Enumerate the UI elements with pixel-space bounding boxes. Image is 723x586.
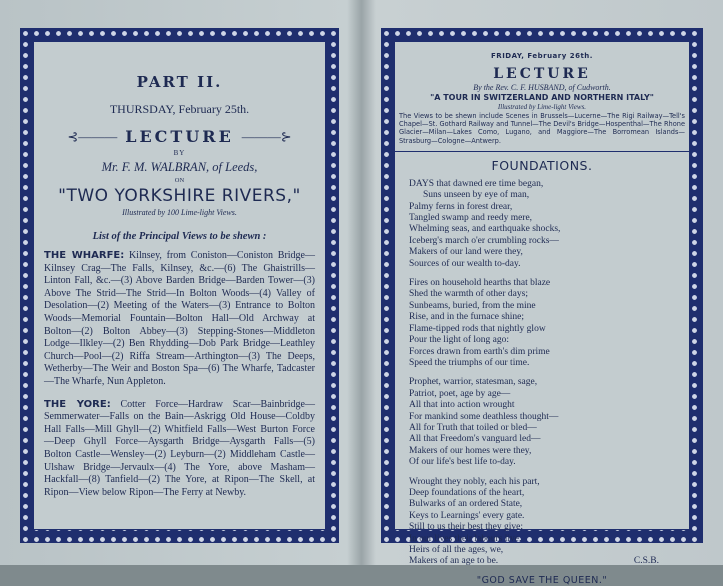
- poem-line: All that Freedom's vanguard led—: [409, 434, 541, 445]
- poem-line: Tangled swamp and reedy mere,: [409, 213, 533, 224]
- lecture-subject: "TWO YORKSHIRE RIVERS,": [58, 186, 301, 206]
- illustration-note: Illustrated by Lime-light Views.: [497, 103, 587, 111]
- lecture-heading: LECTURE: [493, 66, 591, 82]
- lecture-date: FRIDAY, February 26th.: [491, 52, 593, 60]
- poem-line: Makers of our homes were they,: [409, 445, 532, 456]
- poem-title: FOUNDATIONS.: [491, 157, 593, 173]
- lecture-heading: LECTURE: [125, 127, 234, 146]
- flourish-left-icon: ⊰———: [67, 128, 118, 144]
- lecture-date: THURSDAY, February 25th.: [109, 102, 250, 116]
- scenes-list: The Views to be shewn include Scenes in Brussels—Lucerne—The Rigi Railway—Tell's Chapel—St. Gothard Railway and Tunnel—The Devil's Bridge—Hospenthal—The Rhone Glacier—Milan—Lakes Como, Lugano, and Maggiore—The Borromean Islands—Strasburg—Cologne—Antwerp.: [399, 112, 685, 145]
- poem-line: All for Truth that toiled or bled—: [409, 422, 537, 433]
- poem-signature: C.S.B.: [633, 556, 659, 567]
- poem-stanza-1: [409, 179, 689, 270]
- poem-line: In our lives their labours live.: [409, 533, 522, 544]
- right-panel: [394, 41, 690, 586]
- poem-line: Makers of an age to be.: [409, 556, 499, 567]
- wharfe-paragraph: [44, 250, 315, 389]
- poem-line: Makers of our land were they,: [409, 247, 523, 258]
- speaker-name: Mr. F. M. WALBRAN, of Leeds,: [101, 160, 258, 174]
- poem-stanza-2: [409, 278, 689, 369]
- poem-line: Of our life's best life to-day.: [409, 457, 516, 468]
- poem-line: Shed the warmth of other days;: [409, 289, 528, 300]
- wharfe-views: Kilnsey, from Coniston—Coniston Bridge—Kilnsey Crag—The Falls, Kilnsey, &c.—(6) The Ghaistrills—Linton Fall, &c.—(3) Above Barden Bridge—Barden Tower—(3) Above The Strid—The Strid—In Bolton Woods—(4) Valley of Desolation—(2) Meeting of the Waters—(3) Entrance to Bolton Woods—Memorial Fountain—Bolton Hall—Old Archway at Bolton—(2) Bolton Abbey—(3) Stepping-Stones—Middleton Lodge—Ilkley—(2) Ben Rhydding—Dob Park Bridge—Leathley Church—Pool—(2) Riffa Stream—Arthington—(3) The Deeps, Wetherby—The Weir and Boston Spa—(6) The Wharfe, Tadcaster—The Wharfe, Nun Appleton.: [44, 250, 315, 387]
- by-label: BY: [173, 149, 186, 157]
- left-border: [20, 28, 339, 543]
- poem-line: All that into action wrought: [409, 400, 515, 411]
- poem-line: Suns unseen by eye of man,: [423, 190, 530, 201]
- lecture-subject: "A TOUR IN SWITZERLAND AND NORTHERN ITALY": [430, 93, 654, 102]
- poem-line: Heirs of all the ages, we,: [409, 545, 504, 555]
- part-heading: PART II.: [136, 73, 223, 91]
- poem-line: Palmy ferns in forest drear,: [409, 201, 513, 212]
- speaker-name: By the Rev. C. F. HUSBAND, of Cudworth.: [473, 83, 611, 92]
- right-page: [363, 0, 723, 586]
- poem-line: Deep foundations of the heart,: [409, 487, 525, 498]
- poem-last-line: [409, 556, 689, 567]
- illustration-note: Illustrated by 100 Lime-light Views.: [122, 208, 237, 217]
- left-page: [0, 0, 360, 565]
- wharfe-heading: THE WHARFE:: [44, 250, 125, 261]
- left-panel: [33, 41, 326, 530]
- poem-line: Fires on household hearths that blaze: [409, 278, 551, 289]
- poem-line: Wrought they nobly, each his part,: [409, 476, 540, 487]
- right-border: [381, 28, 703, 586]
- poem-stanza-3: [409, 377, 689, 468]
- poem-line: Still to us their best they give;: [409, 522, 523, 533]
- flourish-right-icon: ———⊱: [241, 128, 292, 144]
- poem-line: Prophet, warrior, statesman, sage,: [409, 377, 538, 388]
- yore-heading: THE YORE:: [44, 398, 111, 410]
- poem-line: DAYS that dawned ere time began,: [409, 178, 544, 189]
- yore-paragraph: [44, 399, 315, 500]
- poem-stanza-4: [409, 477, 689, 568]
- poem-line: Sources of our wealth to-day.: [409, 258, 521, 269]
- poem-line: Flame-tipped rods that nightly glow: [409, 323, 546, 334]
- yore-views: Cotter Force—Hardraw Scar—Bainbridge—Semmerwater—Falls on the Bain—Askrigg Old House—Coldby Hall Falls—Mill Ghyll—(2) Whitfield Falls—West Burton Force—Deep Ghyll Force—Aysgarth Bridge—Aysgarth Falls—(5) Bolton Castle—Wensley—(2) Leyburn—(2) Middleham Castle—Ulshaw Bridge—Jervaulx—(4) The Yore, above Masham—Hackfall—(8) Tanfield—(2) The Yore, at Ripon—The Skell, at Ripon—View below Ripon—The Ferry at Newby.: [44, 398, 315, 498]
- poem-line: Keys to Learnings' every gate.: [409, 510, 525, 521]
- views-list: [44, 250, 315, 499]
- poem-line: Bulwarks of an ordered State,: [409, 499, 523, 510]
- poem-line: Pour the light of long ago:: [409, 335, 510, 346]
- poem: [409, 179, 689, 568]
- views-list-title: List of the Principal Views to be shewn :: [92, 231, 267, 242]
- poem-line: For mankind some deathless thought—: [409, 411, 559, 422]
- divider: [395, 151, 689, 152]
- poem-line: Rise, and in the furnace shine;: [409, 312, 525, 323]
- poem-line: Sunbeams, buried, from the mine: [409, 300, 536, 311]
- poem-line: Speed the triumphs of our time.: [409, 357, 530, 368]
- poem-line: Forces drawn from earth's dim prime: [409, 346, 550, 357]
- on-label: ON: [174, 177, 185, 184]
- poem-line: Patriot, poet, age by age—: [409, 388, 511, 399]
- poem-line: Whelming seas, and earthquake shocks,: [409, 224, 561, 235]
- closing-anthem: "GOD SAVE THE QUEEN.": [476, 574, 608, 586]
- lecture-heading-row: [34, 127, 325, 146]
- poem-line: Iceberg's march o'er crumbling rocks—: [409, 235, 559, 246]
